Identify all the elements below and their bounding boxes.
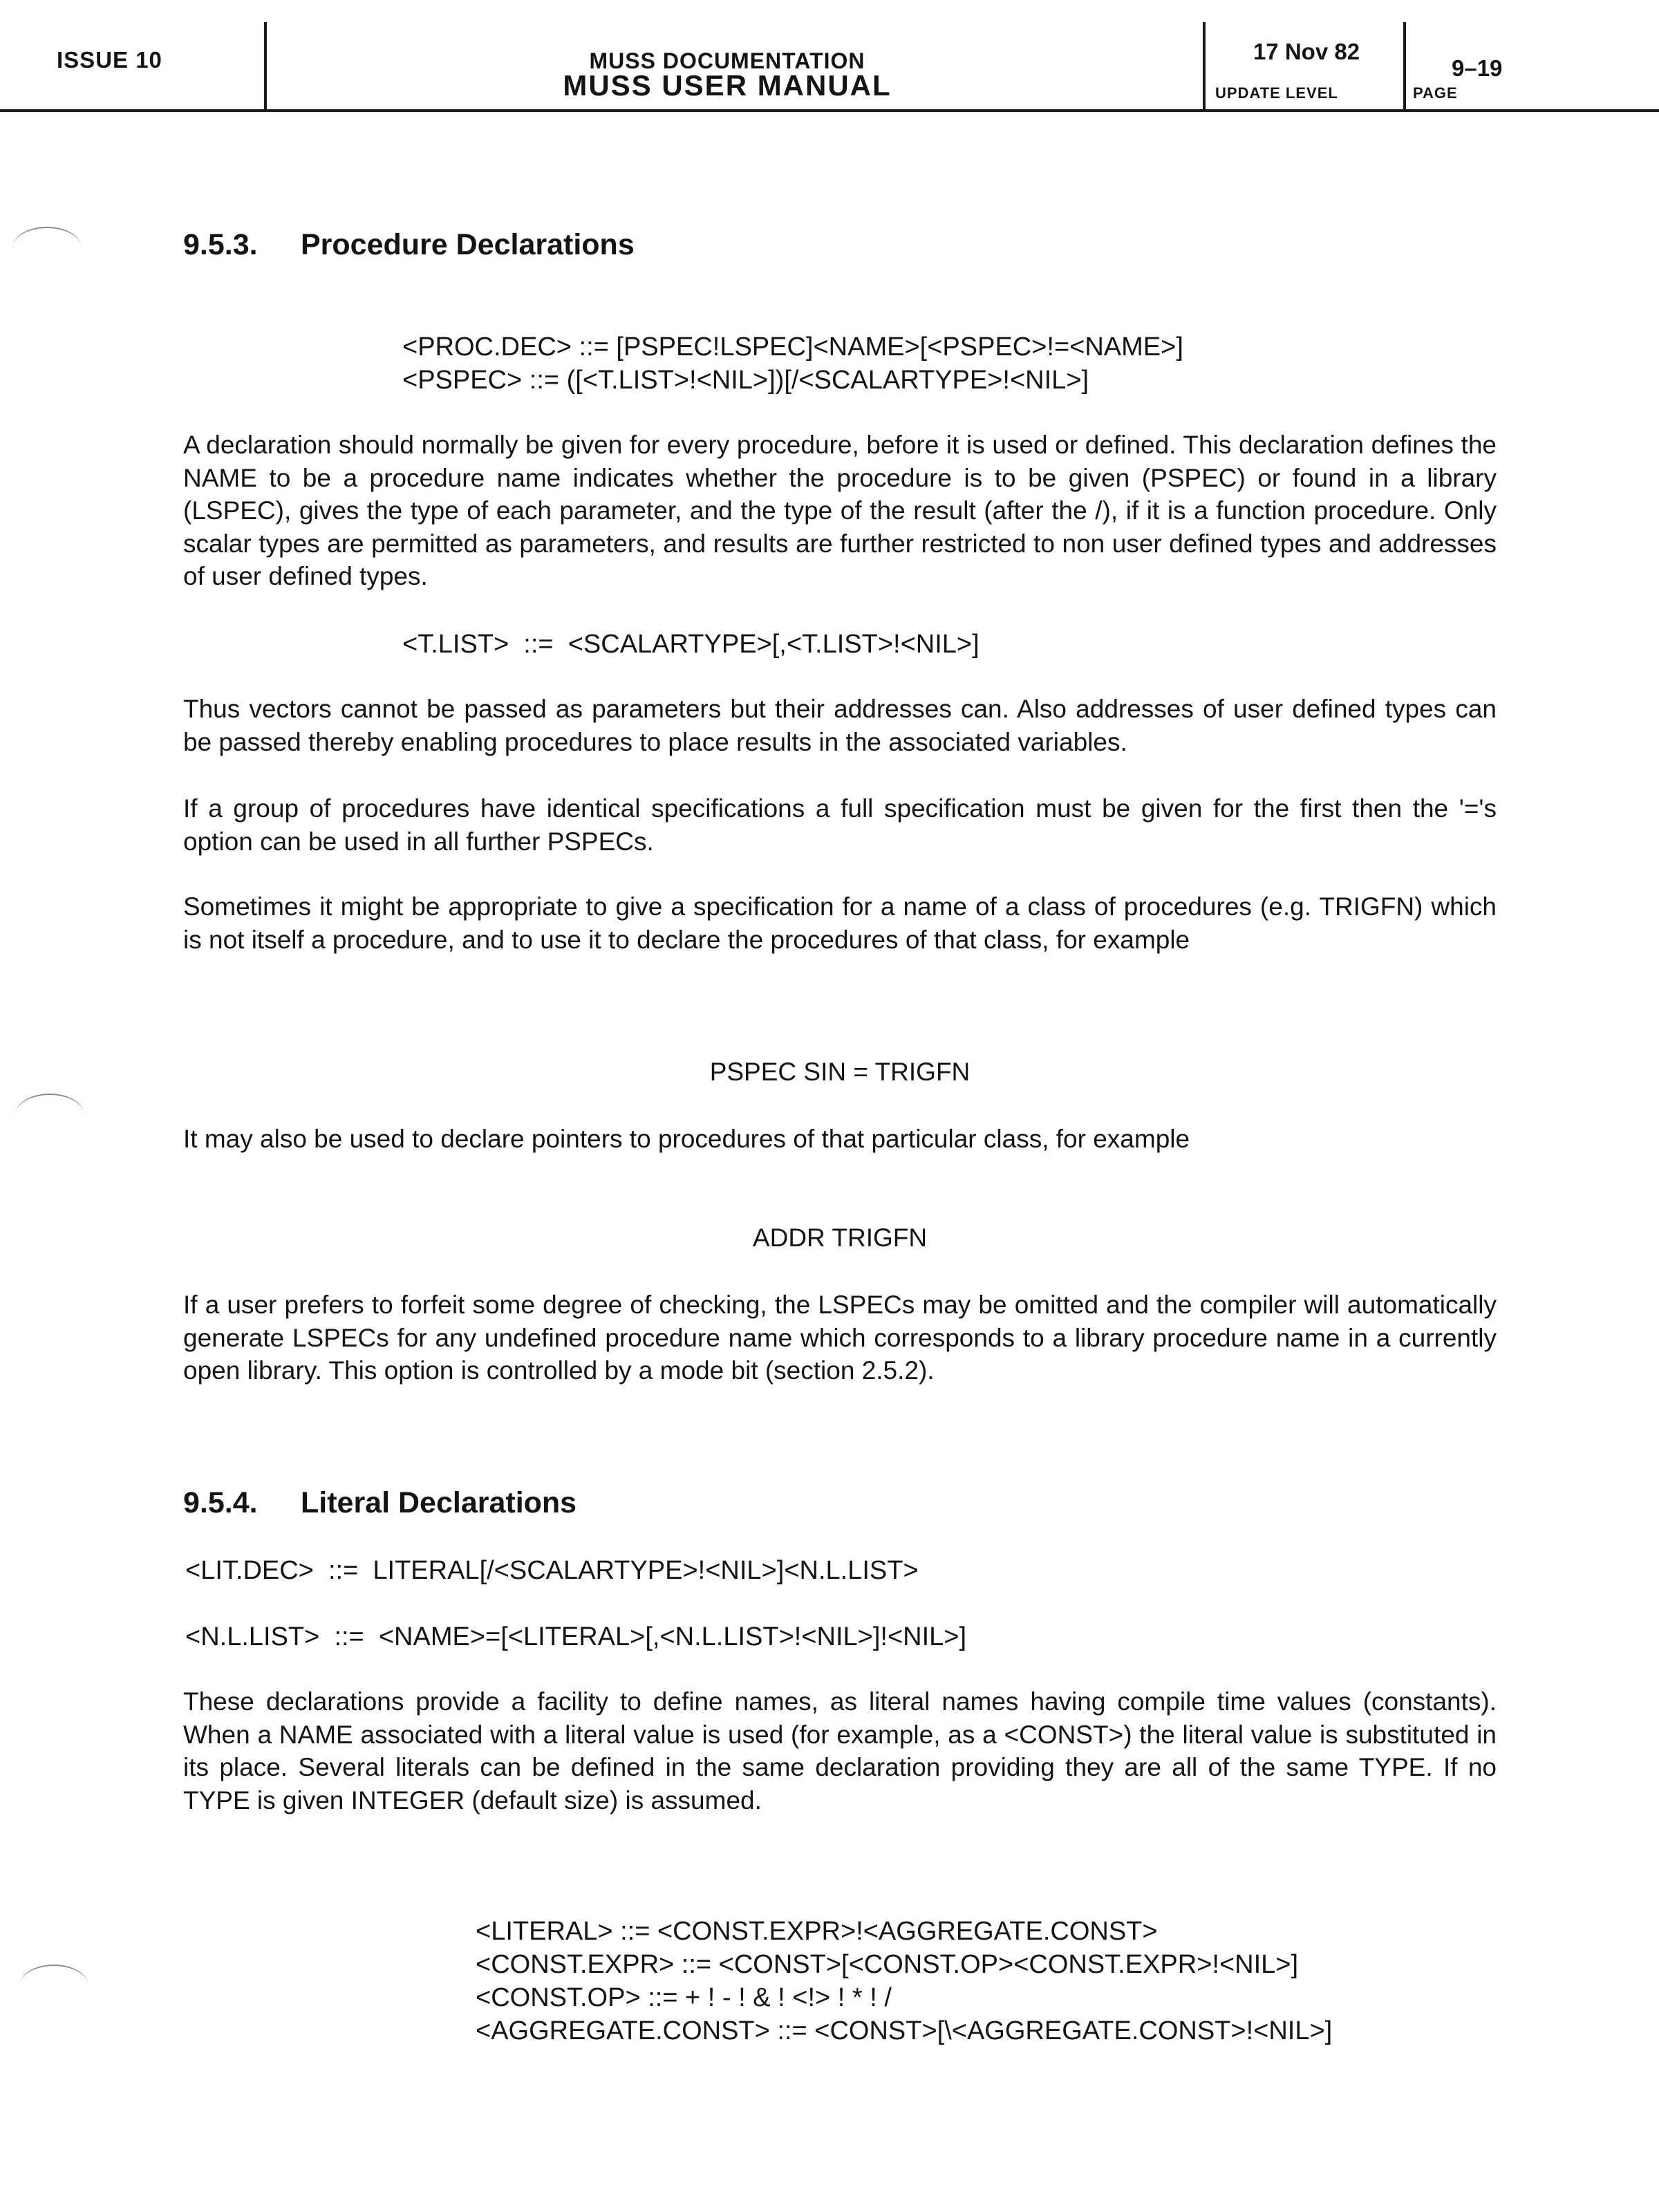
syntax-line: <CONST.OP> ::= + ! - ! & ! <!> ! * ! / <box>476 1983 892 2012</box>
syntax-line: <T.LIST> ::= <SCALARTYPE>[,<T.LIST>!<NIL>] <box>402 630 980 659</box>
code-example: ADDR TRIGFN <box>752 1224 928 1252</box>
section-title: Procedure Declarations <box>301 228 635 261</box>
margin-mark <box>15 1094 84 1136</box>
margin-mark <box>19 1965 88 2007</box>
section-number: 9.5.4. <box>183 1486 258 1519</box>
syntax-line: <PROC.DEC> ::= [PSPEC!LSPEC]<NAME>[<PSPEC>!=<NAME>] <box>402 332 1183 362</box>
update-date: 17 Nov 82 <box>1253 39 1360 64</box>
header-divider <box>1403 22 1406 109</box>
issue-label: ISSUE 10 <box>57 47 162 73</box>
paragraph: These declarations provide a facility to define names, as literal names having compile time values (constants). When a NAME associated with a literal value is used (for example, as a <CONST>) the literal value is substituted in its place. Several literals can be defined in the same declaration providing they are all of the same TYPE. If no TYPE is given INTEGER (default size) is assumed. <box>183 1687 1497 1815</box>
update-level-label: UPDATE LEVEL <box>1215 84 1338 102</box>
paragraph: Thus vectors cannot be passed as parameters but their addresses can. Also addresses of user defined types can be passed thereby enabling procedures to place results in the associated variables. <box>183 695 1497 756</box>
syntax-line: <LITERAL> ::= <CONST.EXPR>!<AGGREGATE.CONST> <box>476 1917 1158 1946</box>
syntax-line: <AGGREGATE.CONST> ::= <CONST>[\<AGGREGATE.CONST>!<NIL>] <box>476 2016 1333 2045</box>
paragraph: If a user prefers to forfeit some degree of checking, the LSPECs may be omitted and the compiler will automatically generate LSPECs for any undefined procedure name which corresponds to a library procedure name in a currently open library. This option is controlled by a mode bit (section 2.5.2). <box>183 1291 1497 1385</box>
page-number: 9–19 <box>1452 55 1503 81</box>
syntax-line: <CONST.EXPR> ::= <CONST>[<CONST.OP><CONST.EXPR>!<NIL>] <box>476 1950 1299 1979</box>
page-label: PAGE <box>1413 84 1458 102</box>
syntax-line: <N.L.LIST> ::= <NAME>=[<LITERAL>[,<N.L.LIST>!<NIL>]!<NIL>] <box>185 1622 967 1651</box>
paragraph: Sometimes it might be appropriate to give a specification for a name of a class of procedures (e.g. TRIGFN) which is not itself a procedure, and to use it to declare the procedures of that class, for example <box>183 892 1497 954</box>
section-number: 9.5.3. <box>183 228 258 261</box>
section-title: Literal Declarations <box>301 1486 577 1519</box>
code-example: PSPEC SIN = TRIGFN <box>709 1058 971 1086</box>
section-heading <box>183 228 635 262</box>
paragraph: A declaration should normally be given for every procedure, before it is used or defined. This declaration defines the NAME to be a procedure name indicates whether the procedure is to be given (PSPEC) or found in a library (LSPEC), gives the type of each parameter, and the type of the result (after the /), if it is a function procedure. Only scalar types are permitted as parameters, and results are further restricted to non user defined types and addresses of user defined types. <box>183 431 1497 590</box>
doc-title-line1: MUSS DOCUMENTATION <box>589 48 865 73</box>
syntax-line: <LIT.DEC> ::= LITERAL[/<SCALARTYPE>!<NIL>]<N.L.LIST> <box>185 1556 919 1585</box>
syntax-line: <PSPEC> ::= ([<T.LIST>!<NIL>])[/<SCALARTYPE>!<NIL>] <box>402 366 1089 395</box>
paragraph: It may also be used to declare pointers to procedures of that particular class, for example <box>183 1125 1190 1153</box>
paragraph: If a group of procedures have identical specifications a full specification must be given for the first then the '='s option can be used in all further PSPECs. <box>183 794 1497 856</box>
section-heading <box>183 1486 577 1520</box>
doc-title-line2: MUSS USER MANUAL <box>563 69 892 102</box>
header-divider <box>1203 22 1206 109</box>
header-rule <box>0 109 1659 112</box>
margin-mark <box>12 227 82 270</box>
